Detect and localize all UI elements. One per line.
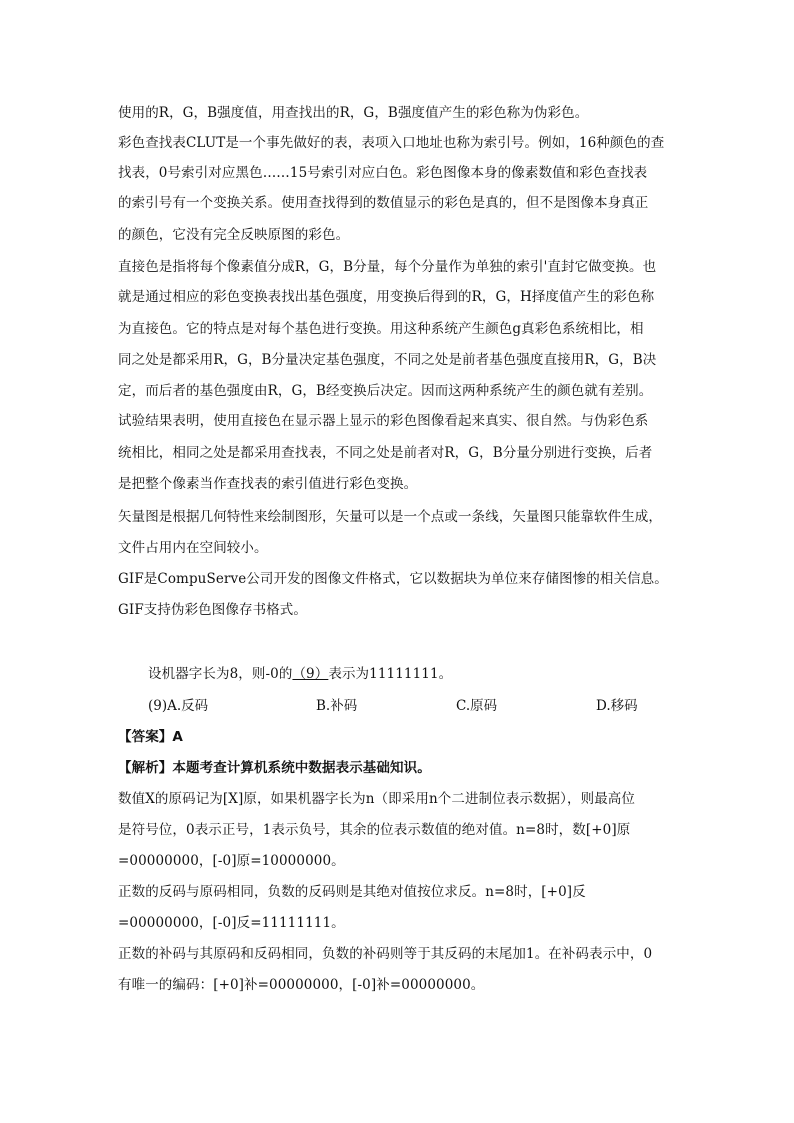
paragraph-line: 为直接色。它的特点是对每个基色进行变换。用这种系统产生颜色g真彩色系统相比，相 [118,321,644,337]
paragraph-line: 试验结果表明，使用直接色在显示器上显示的彩色图像看起来真实、很自然。与伪彩色系 [118,413,649,429]
analysis-line: =00000000，[-0]原=10000000。 [118,853,345,869]
paragraph-line: 是把整个像素当作查找表的索引值进行彩色变换。 [118,476,418,492]
analysis-label: 【解析】 [118,760,173,776]
option-c: C.原码 [456,698,498,714]
option-b: B.补码 [316,698,358,714]
analysis-line: 是符号位，0表示正号，1表示负号，其余的位表示数值的绝对值。n=8时，数[+0]原 [118,822,631,838]
analysis-line: 有唯一的编码：[+0]补=00000000，[-0]补=00000000。 [118,977,485,993]
answer-label: 【答案】 [118,729,173,745]
analysis-line: 数值X的原码记为[X]原，如果机器字长为n（即采用n个二进制位表示数据），则最高位 [118,791,635,807]
question-stem-after: 表示为11111111。 [328,666,453,682]
option-d: D.移码 [596,698,638,714]
answer-line [118,727,183,747]
analysis-line: =00000000，[-0]反=11111111。 [118,915,345,931]
paragraph-line: GIF是CompuServe公司开发的图像文件格式，它以数据块为单位来存储图惨的相关信息。 [118,571,668,587]
question-stem [148,664,452,684]
paragraph-line: 的索引号有一个变换关系。使用查找得到的数值显示的彩色是真的，但不是图像本身真正 [118,195,649,211]
paragraph-line: 定，而后者的基色强度由R，G，B经变换后决定。因而这两种系统产生的颜色就有差别。 [118,383,653,399]
analysis-heading [118,758,431,778]
question-stem-before: 设机器字长为8，则-0的 [148,666,293,682]
paragraph-line: 直接色是指将每个像素值分成R，G，B分量，每个分量作为单独的索引'直封它做变换。也 [118,259,657,275]
option-a: (9)A.反码 [148,698,209,714]
paragraph-line: 使用的R，G，B强度值，用查找出的R，G，B强度值产生的彩色称为伪彩色。 [118,105,589,121]
analysis-line: 正数的反码与原码相同，负数的反码则是其绝对值按位求反。n=8时，[+0]反 [118,884,586,900]
paragraph-line: 的颜色，它没有完全反映原图的彩色。 [118,227,350,243]
paragraph-line: 矢量图是根据几何特性来绘制图形，矢量可以是一个点或一条线，矢量图只能靠软件生成， [118,509,662,525]
paragraph-line: 就是通过相应的彩色变换表找出基色强度，用变换后得到的R，G，H择度值产生的彩色称 [118,289,655,305]
question-blank: （9） [292,666,329,682]
paragraph-line: 找表，0号索引对应黑色……15号索引对应白色。彩色图像本身的像素数值和彩色查找表 [118,165,648,181]
paragraph-line: 文件占用内在空间较小。 [118,540,268,556]
answer-value: A [172,729,183,745]
paragraph-line: 彩色查找表CLUT是一个事先做好的表，表项入口地址也称为索引号。例如，16种颜色的查 [118,135,665,151]
analysis-line: 正数的补码与其原码和反码相同，负数的补码则等于其反码的末尾加1。在补码表示中，0 [118,946,653,962]
paragraph-line: GIF支持伪彩色图像存书格式。 [118,602,307,618]
analysis-title: 本题考查计算机系统中数据表示基础知识。 [172,760,431,776]
paragraph-line: 同之处是都采用R，G，B分量决定基色强度，不同之处是前者基色强度直接用R，G，B决 [118,352,657,368]
paragraph-line: 统相比，相同之处是都采用查找表，不同之处是前者对R，G，B分量分别进行变换，后者 [118,445,653,461]
